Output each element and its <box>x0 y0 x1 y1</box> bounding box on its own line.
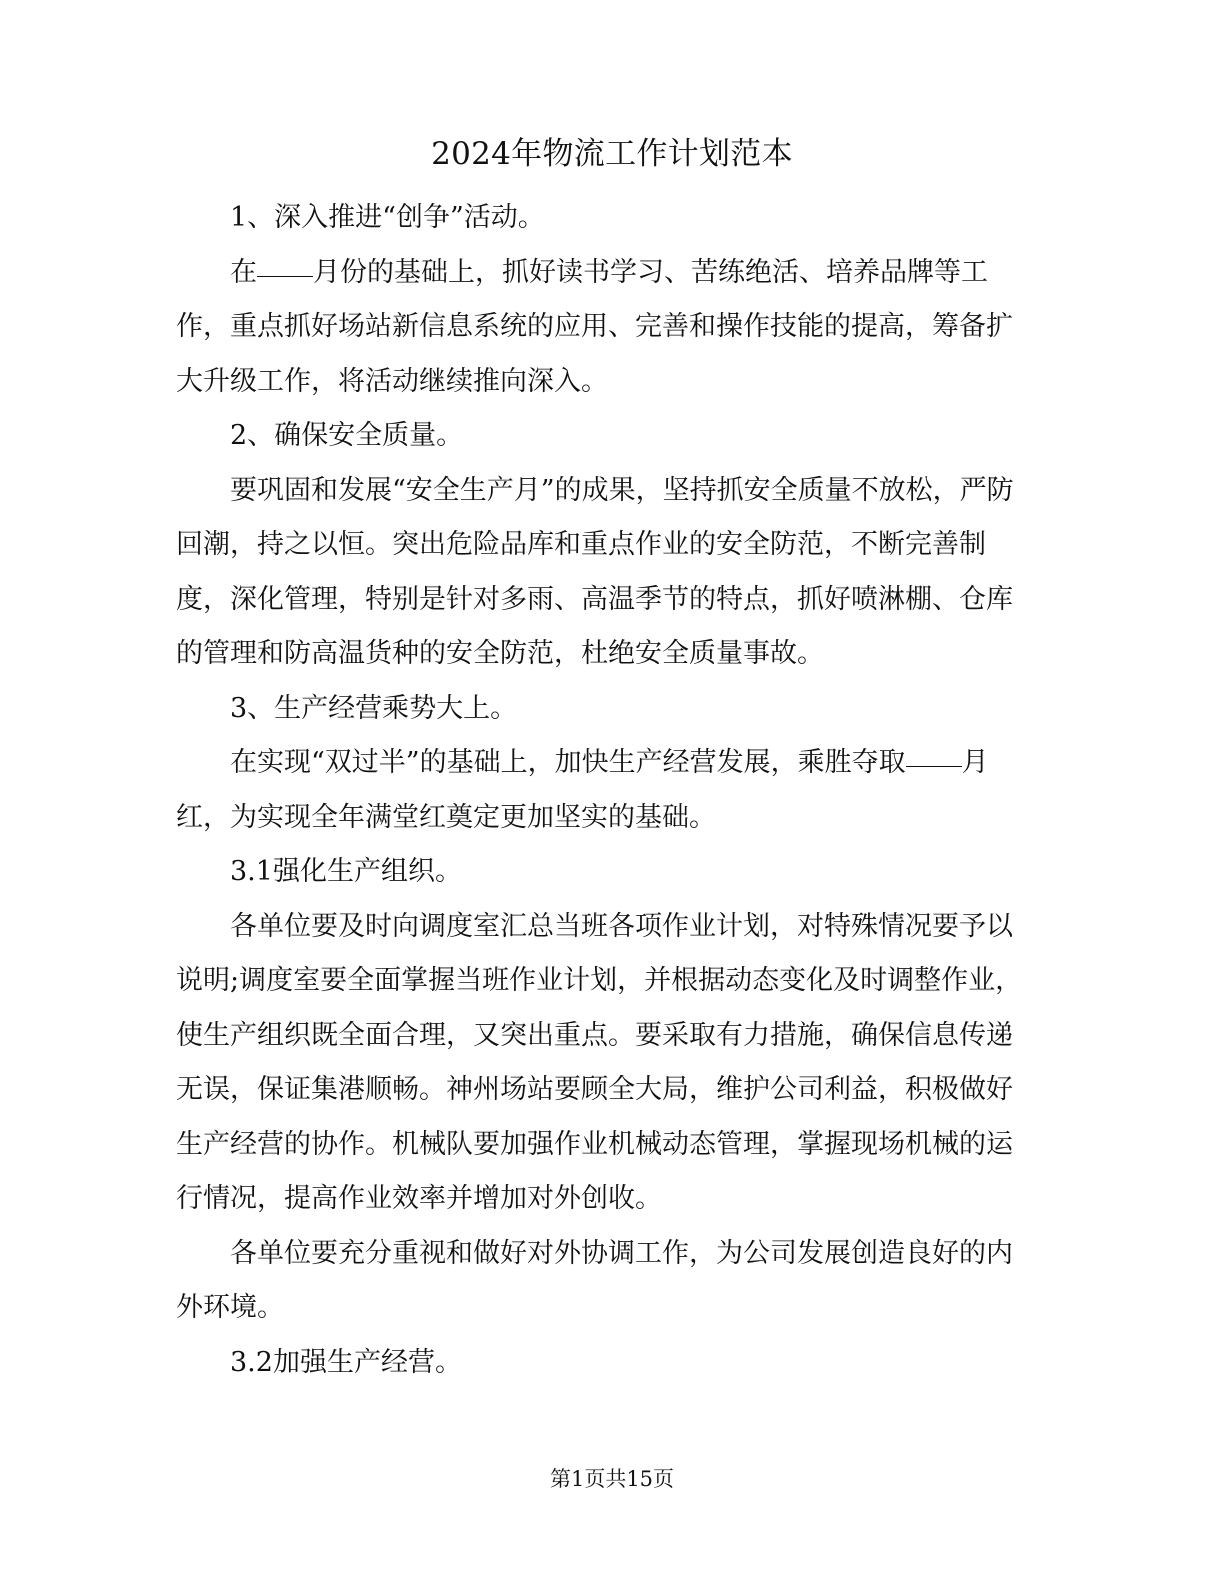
paragraph-3-1-a: 各单位要及时向调度室汇总当班各项作业计划，对特殊情况要予以说明;调度室要全面掌握当班作业计划，并根据动态变化及时调整作业，使生产组织既全面合理，又突出重点。要采取有力措施，确保信息传递无误，保证集港顺畅。神州场站要顾全大局，维护公司利益，积极做好生产经营的协作。机械队要加强作业机械动态管理，掌握现场机械的运行情况，提高作业效率并增加对外创收。 <box>176 910 1023 1214</box>
page-footer: 第1页共15页 <box>549 1467 675 1491</box>
paragraph-1: 在 月份的基础上，抓好读书学习、苦练绝活、培养品牌等工作，重点抓好场站新信息系统的应用、完善和操作技能的提高，筹备扩大升级工作，将活动继续推向深入。 <box>176 256 1013 397</box>
section-heading-2: 2、确保安全质量。 <box>230 420 464 451</box>
subsection-heading-3-2: 3.2加强生产经营。 <box>230 1346 462 1378</box>
section-heading-1: 1、深入推进“创争”活动。 <box>230 202 545 233</box>
document-body <box>176 191 1026 1390</box>
section-heading-3: 3、生产经营乘势大上。 <box>230 692 518 724</box>
paragraph-3-1-b: 各单位要充分重视和做好对外协调工作，为公司发展创造良好的内外环境。 <box>176 1237 1013 1323</box>
fill-in-blank <box>906 765 962 767</box>
fill-in-blank <box>257 275 313 277</box>
paragraph-2: 要巩固和发展“安全生产月”的成果，坚持抓安全质量不放松，严防回潮，持之以恒。突出危险品库和重点作业的安全防范，不断完善制度，深化管理，特别是针对多雨、高温季节的特点，抓好喷淋棚、仓库的管理和防高温货种的安全防范，杜绝安全质量事故。 <box>176 474 1014 669</box>
subsection-heading-3-1: 3.1强化生产组织。 <box>230 856 462 887</box>
paragraph-3: 在实现“双过半”的基础上，加快生产经营发展，乘胜夺取 月红，为实现全年满堂红奠定更加坚实的基础。 <box>176 747 989 833</box>
document-title: 2024年物流工作计划范本 <box>431 136 793 172</box>
